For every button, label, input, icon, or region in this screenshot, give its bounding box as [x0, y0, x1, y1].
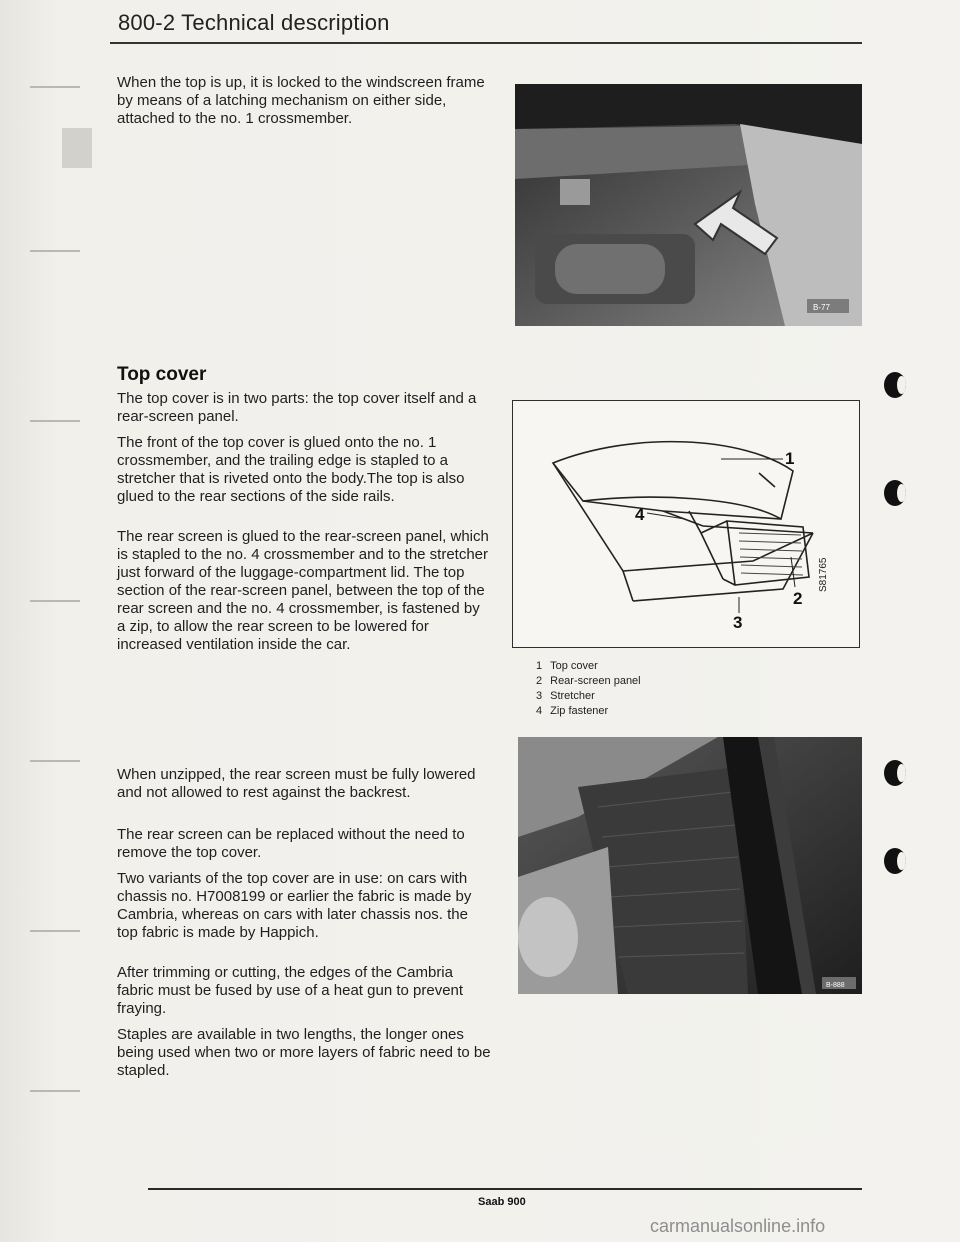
- footer-label: Saab 900: [478, 1196, 526, 1208]
- diagram-legend: [536, 659, 641, 719]
- margin-rule: [30, 86, 80, 88]
- footer-rule: [148, 1188, 862, 1190]
- paragraph-two-parts: The top cover is in two parts: the top cover itself and a rear-screen panel.: [117, 390, 477, 425]
- page-title: 800-2 Technical description: [118, 10, 390, 35]
- latch-photo: [515, 84, 862, 326]
- callout-2: 2: [793, 589, 803, 608]
- diagram-drawing: [513, 401, 859, 647]
- paragraph-trimming: After trimming or cutting, the edges of the Cambria fabric must be fused by use of a heat gun to prevent fraying.: [117, 964, 464, 1017]
- paragraph-variants: Two variants of the top cover are in use: on cars with chassis no. H7008199 or earlier the fabric is made by Cambria, whereas on cars with later chassis nos. the top fabric is made by Happich.: [117, 870, 472, 941]
- callout-1: 1: [785, 449, 795, 468]
- photo-tag: B-888: [826, 982, 845, 989]
- watermark: carmanualsonline.info: [650, 1216, 826, 1236]
- binder-hole: [884, 760, 906, 786]
- paragraph-front-glued: The front of the top cover is glued onto the no. 1 crossmember, and the trailing edge is stapled to a stretcher that is riveted onto the body.The top is also glued to the rear sections of the side rails.: [117, 434, 465, 505]
- callout-4: 4: [635, 505, 645, 524]
- margin-rule: [30, 420, 80, 422]
- margin-rule: [30, 250, 80, 252]
- paragraph-rear-screen: The rear screen is glued to the rear-screen panel, which is stapled to the no. 4 crossmember and to the stretcher just forward of the luggage-compartment lid. The top section of the rear-screen panel, between the top of the rear screen and the no. 4 crossmember, is fastened by a zip, to allow the rear screen to be lowered for increased ventilation inside the car.: [117, 528, 489, 653]
- callout-3: 3: [733, 613, 743, 632]
- figure-code: S81765: [818, 557, 829, 592]
- top-cover-diagram: [512, 400, 860, 648]
- legend-item: 2 Rear-screen panel: [536, 675, 641, 687]
- paragraph-staples: Staples are available in two lengths, the longer ones being used when two or more layers of fabric need to be stapled.: [117, 1026, 491, 1079]
- binder-hole: [884, 480, 906, 506]
- margin-rule: [30, 1090, 80, 1092]
- binder-hole: [884, 372, 906, 398]
- paragraph-replace: The rear screen can be replaced without the need to remove the top cover.: [117, 826, 465, 861]
- legend-item: 4 Zip fastener: [536, 705, 609, 717]
- header-rule: [110, 42, 862, 44]
- margin-tab: [62, 128, 92, 168]
- paragraph-unzipped: When unzipped, the rear screen must be fully lowered and not allowed to rest against the backrest.: [117, 766, 476, 801]
- rear-screen-photo: [518, 737, 862, 994]
- latch-photo-image: [515, 84, 862, 326]
- rear-screen-photo-image: [518, 737, 862, 994]
- photo-tag: B-77: [813, 303, 830, 312]
- margin-rule: [30, 600, 80, 602]
- legend-item: 1 Top cover: [536, 660, 598, 672]
- margin-rule: [30, 930, 80, 932]
- paragraph-latching: When the top is up, it is locked to the windscreen frame by means of a latching mechanism on either side, attached to the no. 1 crossmember.: [117, 74, 485, 127]
- legend-item: 3 Stretcher: [536, 690, 595, 702]
- binder-hole: [884, 848, 906, 874]
- section-heading-top-cover: Top cover: [117, 364, 207, 385]
- margin-rule: [30, 760, 80, 762]
